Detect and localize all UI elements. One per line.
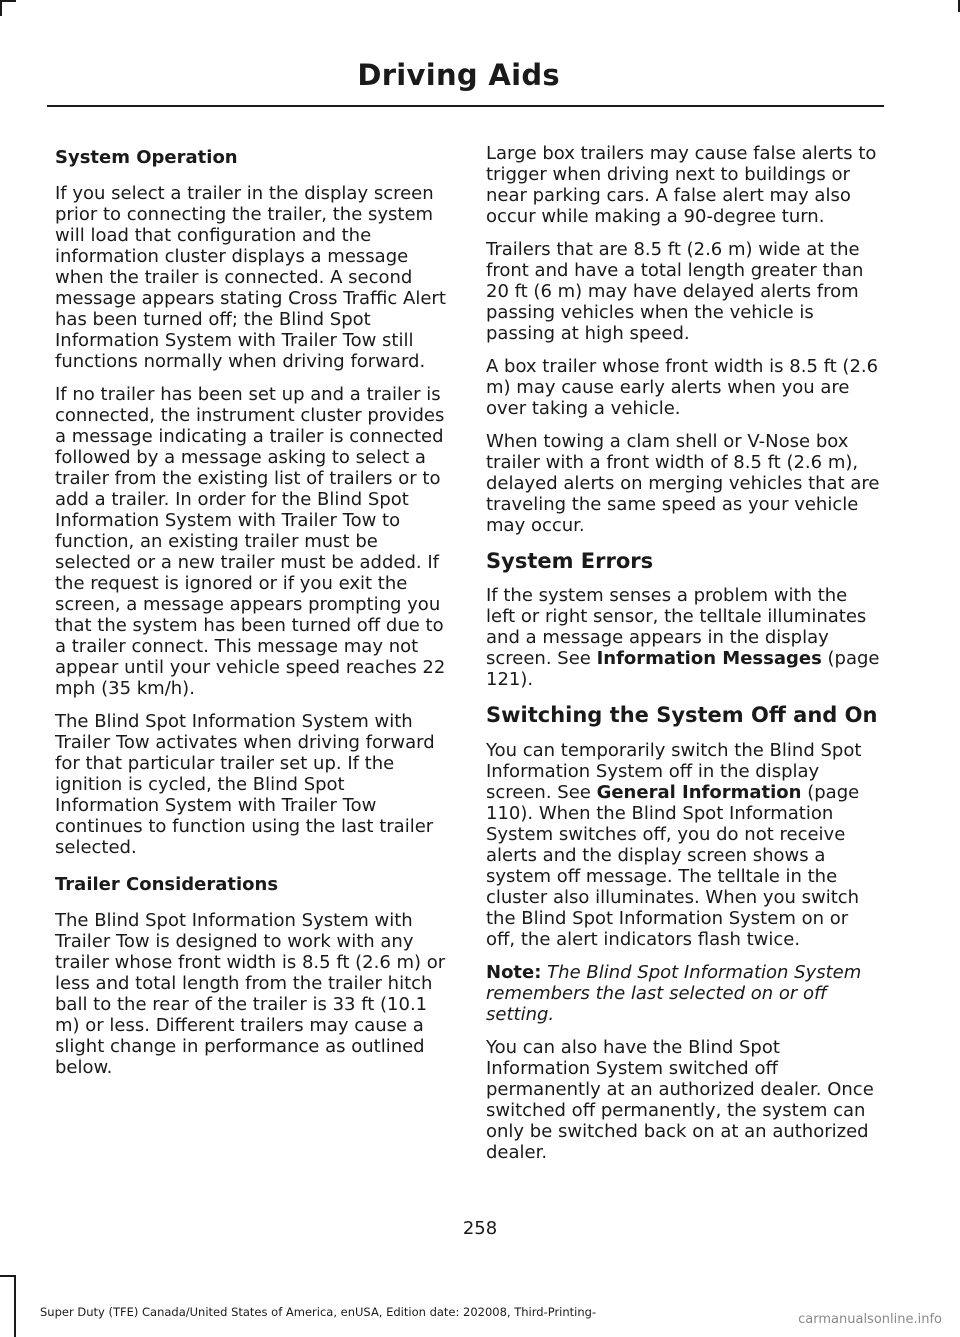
paragraph: The Blind Spot Information System with Trailer Tow is designed to work with any trailer whose front width is 8.5 ft (2.6 m) or less and total length from the trailer hitch ball to the rear of the trailer is 33 ft (10.1 m) or less. Different trailers may cause a slight change in performance as outlined below. xyxy=(55,910,446,1078)
paragraph: A box trailer whose front width is 8.5 ft (2.6 m) may cause early alerts when you are over taking a vehicle. xyxy=(486,356,879,419)
section-heading-system-errors: System Errors xyxy=(486,549,654,573)
note-label: Note: xyxy=(486,962,542,983)
section-heading-system-operation: System Operation xyxy=(55,147,238,168)
note xyxy=(486,962,880,1025)
paragraph xyxy=(486,740,880,950)
page-number: 258 xyxy=(462,1218,498,1239)
crop-mark xyxy=(14,1275,16,1337)
cross-reference-link[interactable]: General Information xyxy=(596,782,802,803)
left-column xyxy=(55,143,449,1090)
paragraph: If no trailer has been set up and a trailer is connected, the instrument cluster provides a message indicating a trailer is connected followed by a message asking to select a trailer from the existing list of trailers or to add a trailer. In order for the Blind Spot Information System with Trailer Tow to function, an existing trailer must be selected or a new trailer must be added. If the request is ignored or if you exit the screen, a message appears prompting you that the system has been turned off due to a trailer connect. This message may not appear until your vehicle speed reaches 22 mph (35 km/h). xyxy=(55,384,446,699)
paragraph-text: (page 110). When the Blind Spot Information System switches off, you do not receive alerts and the display screen shows a system off message. The telltale in the cluster also illuminates. When you switch the Blind Spot Information System on or off, the alert indicators flash twice. xyxy=(486,782,860,950)
paragraph: Large box trailers may cause false alerts to trigger when driving next to buildings or near parking cars. A false alert may also occur while making a 90-degree turn. xyxy=(486,143,877,227)
note-text: The Blind Spot Information System remembers the last selected on or off setting. xyxy=(486,962,862,1025)
paragraph xyxy=(486,585,880,690)
watermark: carmanualsonline.info xyxy=(798,1312,942,1327)
paragraph: The Blind Spot Information System with Trailer Tow activates when driving forward for that particular trailer set up. If the ignition is cycled, the Blind Spot Information System with Trailer Tow continues to function using the last trailer selected. xyxy=(55,711,435,858)
section-heading-switching: Switching the System Off and On xyxy=(486,703,878,727)
page-title: Driving Aids xyxy=(357,58,560,92)
section-heading-trailer-considerations: Trailer Considerations xyxy=(55,874,279,895)
paragraph-text: You can temporarily switch the Blind Spot Information System off in the display screen. See xyxy=(486,740,862,803)
paragraph: When towing a clam shell or V-Nose box trailer with a front width of 8.5 ft (2.6 m), delayed alerts on merging vehicles that are traveling the same speed as your vehicle may occur. xyxy=(486,431,880,536)
header-rule xyxy=(47,105,884,107)
cross-reference-link[interactable]: Information Messages xyxy=(596,648,822,669)
crop-mark xyxy=(0,0,2,16)
paragraph-text: (page 121). xyxy=(486,648,880,690)
paragraph: You can also have the Blind Spot Information System switched off permanently at an authorized dealer. Once switched off permanently, the system can only be switched back on at an authorized dealer. xyxy=(486,1037,874,1163)
right-column xyxy=(486,143,880,1175)
paragraph: If you select a trailer in the display screen prior to connecting the trailer, the system will load that configuration and the information cluster displays a message when the trailer is connected. A second message appears stating Cross Traffic Alert has been turned off; the Blind Spot Information System with Trailer Tow still functions normally when driving forward. xyxy=(55,183,446,372)
edition-footer: Super Duty (TFE) Canada/United States of America, enUSA, Edition date: 202008, Third-Printing- xyxy=(40,1305,597,1319)
crop-mark xyxy=(0,0,16,2)
paragraph-text: If the system senses a problem with the left or right sensor, the telltale illuminates and a message appears in the display screen. See xyxy=(486,585,867,669)
paragraph: Trailers that are 8.5 ft (2.6 m) wide at the front and have a total length greater than 20 ft (6 m) may have delayed alerts from passing vehicles when the vehicle is passing at high speed. xyxy=(486,239,864,344)
